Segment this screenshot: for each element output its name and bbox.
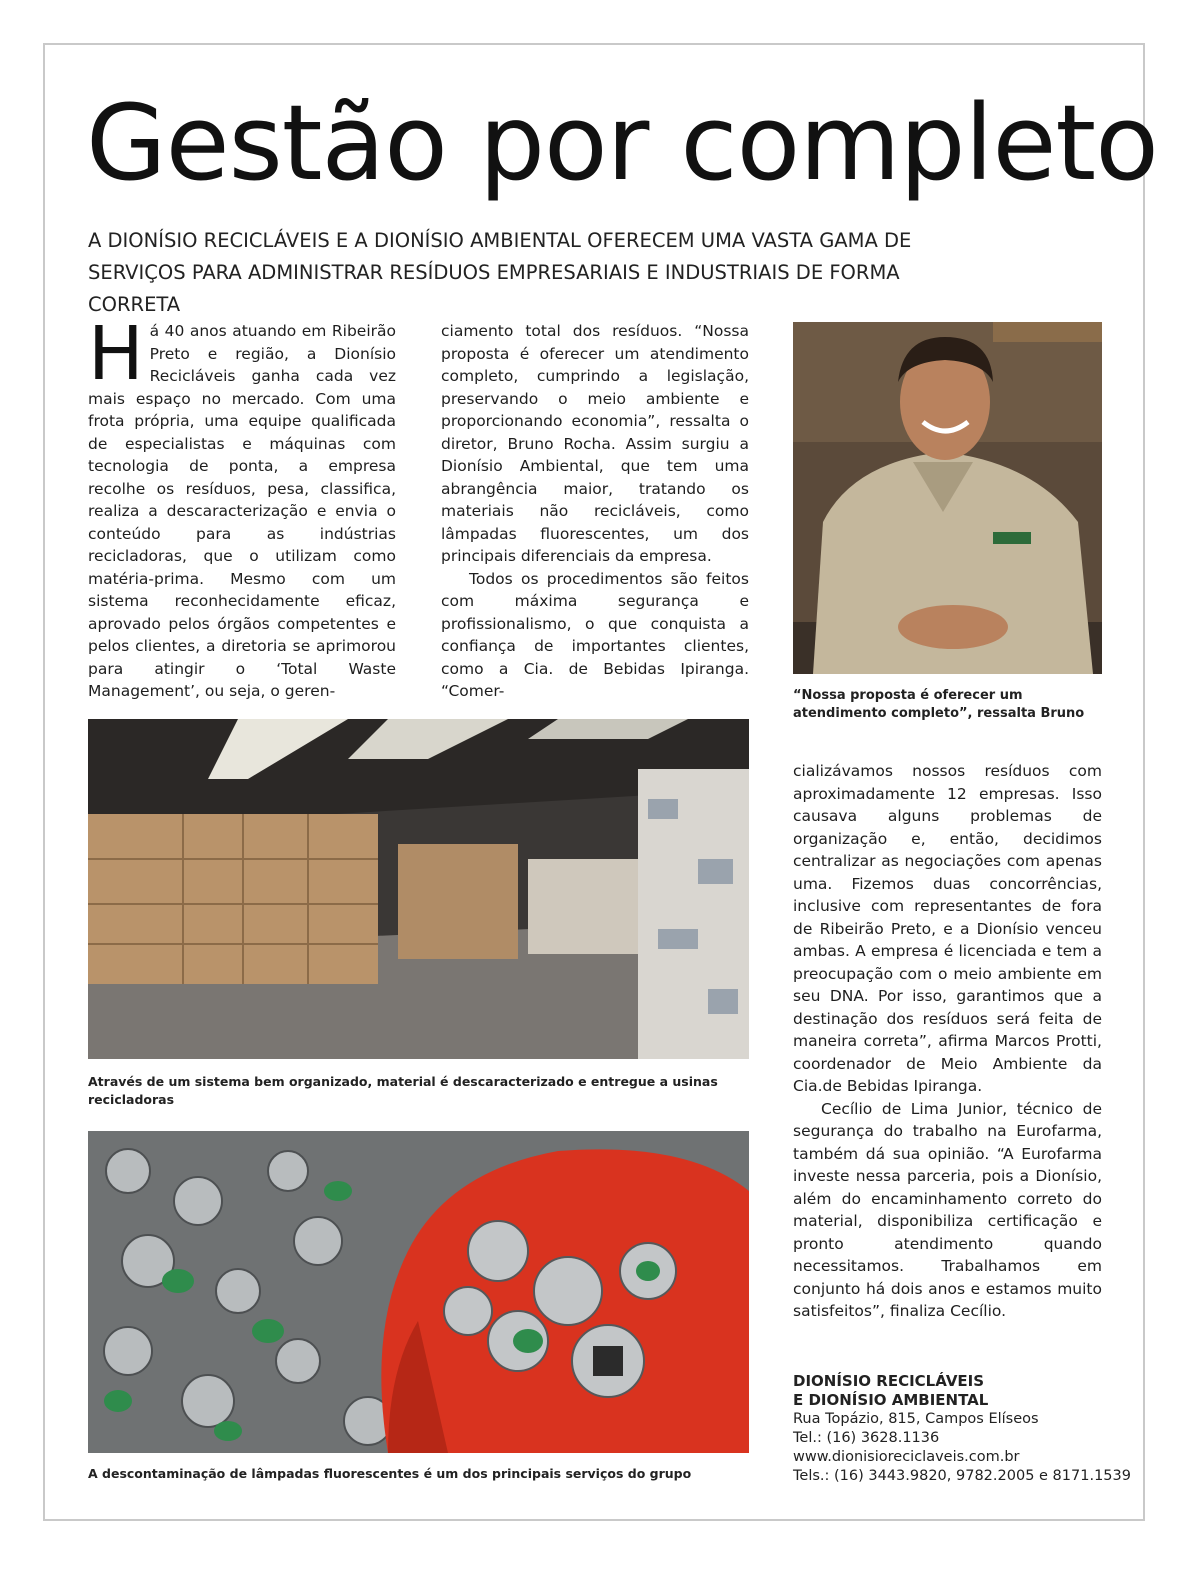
company-website: www.dionisioreciclaveis.com.br (793, 1449, 1020, 1465)
article-title: Gestão por completo (86, 82, 1158, 204)
company-address: Rua Topázio, 815, Campos Elíseos (793, 1411, 1039, 1427)
lamps-caption: A descontaminação de lâmpadas fluorescentes é um dos principais serviços do grupo (88, 1466, 692, 1481)
article-column-3 (793, 760, 1102, 1323)
article-column-1 (88, 311, 396, 703)
portrait-photo (793, 322, 1102, 674)
company-name-line-2: E DIONÍSIO AMBIENTAL (793, 1391, 989, 1409)
column-2-paragraph-2: Todos os procedimentos são feitos com máxima segurança e profissionalismo, o que conquista a confiança de importantes clientes, como a Cia. de Bebidas Ipiranga. “Comer- (441, 569, 749, 700)
column-3-paragraph-2: Cecílio de Lima Junior, técnico de segurança do trabalho na Eurofarma, também dá sua opinião. “A Eurofarma investe nessa parceria, pois a Dionísio, além do encaminhamento correto do material, disponibiliza certificação e pronto atendimento quando necessitamos. Trabalhamos em conjunto há dois anos e estamos muito satisfeitos”, finaliza Cecílio. (793, 1099, 1102, 1320)
portrait-caption: “Nossa proposta é oferecer um atendimento completo”, ressalta Bruno (793, 688, 1085, 721)
company-name-line-1: DIONÍSIO RECICLÁVEIS (793, 1372, 985, 1390)
drop-cap: H (88, 311, 144, 397)
company-phone: Tel.: (16) 3628.1136 (793, 1430, 940, 1446)
lamps-photo (88, 1131, 749, 1453)
column-2-paragraph-1: ciamento total dos resíduos. “Nossa proposta é oferecer um atendimento completo, cumprindo a legislação, preservando o meio ambiente e proporcionando economia”, ressalta o diretor, Bruno Rocha. Assim surgiu a Dionísio Ambiental, que tem uma abrangência maior, tratando os materiais não recicláveis, como lâmpadas fluorescentes, um dos principais diferenciais da empresa. (441, 322, 749, 565)
column-1-paragraph (88, 311, 396, 703)
warehouse-caption: Através de um sistema bem organizado, material é descaracterizado e entregue a usinas recicladoras (88, 1074, 718, 1107)
contact-block (793, 1372, 1133, 1486)
company-phones: Tels.: (16) 3443.9820, 9782.2005 e 8171.1539 (793, 1468, 1131, 1484)
article-column-2 (441, 320, 749, 703)
article-subtitle: A DIONÍSIO RECICLÁVEIS E A DIONÍSIO AMBIENTAL OFERECEM UMA VASTA GAMA DE SERVIÇOS PARA ADMINISTRAR RESÍDUOS EMPRESARIAIS E INDUSTRIAIS DE FORMA CORRETA (88, 229, 912, 316)
column-1-text: á 40 anos atuando em Ribeirão Preto e região, a Dionísio Recicláveis ganha cada vez mais espaço no mercado. Com uma frota própria, uma equipe qualificada de especialistas e máquinas com tecnologia de ponta, a empresa recolhe os resíduos, pesa, classifica, realiza a descaracterização e envia o conteúdo para as indústrias recicladoras, que o utilizam como matéria-prima. Mesmo com um sistema reconhecidamente eficaz, aprovado pelos órgãos competentes e pelos clientes, a diretoria se aprimorou para atingir o ‘Total Waste Management’, ou seja, o geren- (88, 322, 396, 700)
column-3-paragraph-1: cializávamos nossos resíduos com aproximadamente 12 empresas. Isso causava alguns problemas de organização e, então, decidimos centralizar as negociações com apenas uma. Fizemos duas concorrências, inclusive com representantes de fora de Ribeirão Preto, e a Dionísio venceu ambas. A empresa é licenciada e tem a preocupação com o meio ambiente em seu DNA. Por isso, garantimos que a destinação dos resíduos será feita de maneira correta”, afirma Marcos Protti, coordenador de Meio Ambiente da Cia.de Bebidas Ipiranga. (793, 762, 1102, 1095)
warehouse-photo (88, 719, 749, 1059)
